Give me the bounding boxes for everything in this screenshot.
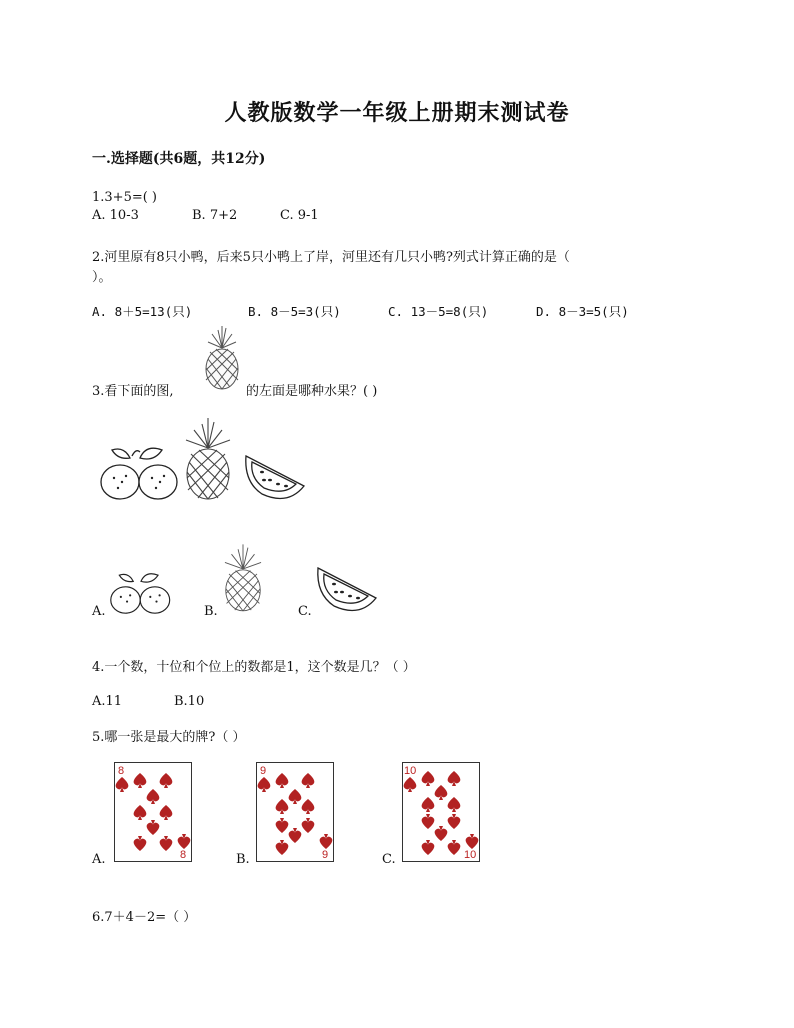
card-rank-bottom: 8 [180,849,187,861]
q5-option-c-label: C. [382,852,396,867]
card-rank-bottom: 10 [464,849,477,861]
q1-option-b: B. 7+2 [192,208,238,223]
question-6-stem: 6.7＋4－2=（ ） [92,910,197,925]
q2-option-b: B. 8－5=3(只) [248,304,341,319]
q4-option-b: B.10 [174,694,205,709]
card-rank-bottom: 9 [322,849,329,861]
pineapple-icon [220,542,266,614]
q3-option-a-label: A. [92,604,106,619]
q2-option-c: C. 13－5=8(只) [388,304,489,319]
card-rank-top: 9 [260,765,267,777]
playing-card-icon [256,762,334,862]
q3-option-b-label: B. [204,604,218,619]
q3-option-c-label: C. [298,604,312,619]
strawberry-icon [110,570,172,616]
question-1-stem: 1.3+5=( ) [92,190,158,205]
question-3-stem-suffix: 的左面是哪种水果？( ) [246,384,378,399]
q2-option-a: A. 8＋5=13(只) [92,304,193,319]
q1-option-c: C. 9-1 [280,208,319,223]
watermelon-icon [314,560,380,612]
section-heading: 一.选择题(共6题，共12分) [92,151,266,167]
card-rank-top: 10 [404,765,417,777]
q4-option-a: A.11 [92,694,123,709]
card-rank-top: 8 [118,765,125,777]
playing-card-icon [402,762,480,862]
q2-option-d: D. 8－3=5(只) [536,304,629,319]
q1-option-a: A. 10-3 [92,208,139,223]
playing-card-icon [114,762,192,862]
q5-option-b-label: B. [236,852,250,867]
page-title: 人教版数学一年级上册期末测试卷 [224,100,570,126]
pineapple-icon [180,418,236,500]
question-4-stem: 4.一个数，十位和个位上的数都是1，这个数是几？（ ） [92,660,416,675]
pineapple-icon [200,324,244,390]
question-5-stem: 5.哪一张是最大的牌?（ ） [92,730,246,745]
question-2-stem-cont: ）。 [92,270,112,285]
question-2-stem: 2.河里原有8只小鸭，后来5只小鸭上了岸，河里还有几只小鸭?列式计算正确的是（ [92,250,570,265]
strawberry-icon [100,444,180,502]
question-3-stem-prefix: 3.看下面的图, [92,384,174,399]
q5-option-a-label: A. [92,852,106,867]
watermelon-icon [242,448,308,500]
